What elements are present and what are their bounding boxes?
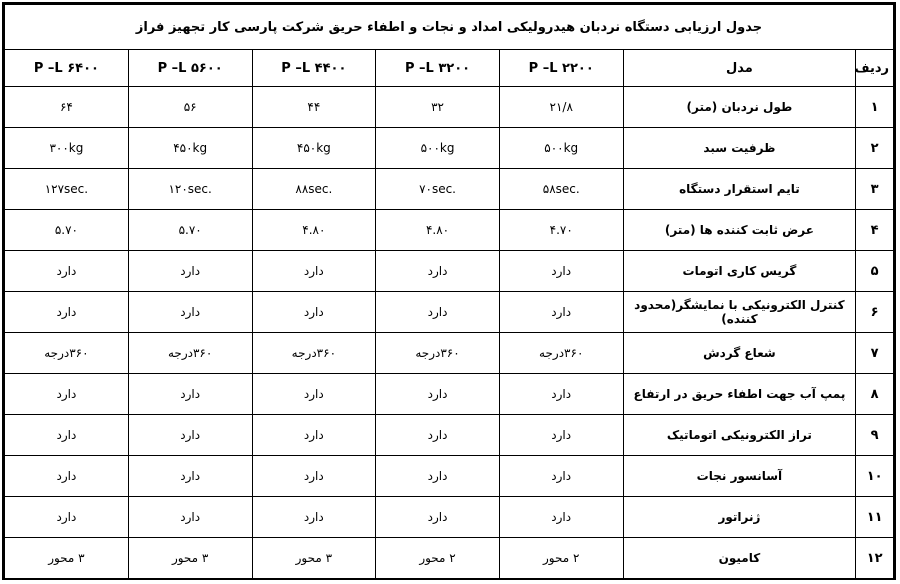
row-value: ۳ محور [128, 538, 252, 579]
row-value: ۵۶ [128, 87, 252, 128]
table-row [5, 210, 894, 251]
row-value: دارد [252, 374, 376, 415]
row-label: آسانسور نجات [623, 456, 856, 497]
row-value: ۲ محور [499, 538, 623, 579]
row-value: ۱۲۷sec. [5, 169, 129, 210]
row-value: دارد [128, 251, 252, 292]
row-value: دارد [376, 456, 500, 497]
table-row [5, 333, 894, 374]
row-number: ۳ [856, 169, 894, 210]
row-value: ۵.۷۰ [128, 210, 252, 251]
row-value: ۳۶۰درجه [376, 333, 500, 374]
row-number: ۸ [856, 374, 894, 415]
row-value: ۳۰۰kg [5, 128, 129, 169]
row-label: تراز الکترونیکی اتوماتیک [623, 415, 856, 456]
row-value: دارد [5, 415, 129, 456]
row-number: ۷ [856, 333, 894, 374]
row-value: ۸۸sec. [252, 169, 376, 210]
row-value: ۴۴ [252, 87, 376, 128]
table-row [5, 128, 894, 169]
row-value: ۵۰۰kg [499, 128, 623, 169]
row-value: دارد [252, 456, 376, 497]
header-model-2200: P –L ۲۲۰۰ [499, 50, 623, 87]
table-row [5, 87, 894, 128]
row-value: ۴.۸۰ [376, 210, 500, 251]
row-value: دارد [5, 497, 129, 538]
row-value: دارد [5, 456, 129, 497]
header-model-4400: P –L ۴۴۰۰ [252, 50, 376, 87]
header-model-6400: P –L ۶۴۰۰ [5, 50, 129, 87]
row-label: ظرفیت سبد [623, 128, 856, 169]
row-value: دارد [252, 251, 376, 292]
row-value: دارد [252, 497, 376, 538]
row-value: ۳۶۰درجه [499, 333, 623, 374]
row-number: ۴ [856, 210, 894, 251]
row-value: دارد [376, 497, 500, 538]
row-value: دارد [376, 374, 500, 415]
row-value: ۷۰sec. [376, 169, 500, 210]
table-row [5, 292, 894, 333]
table-row [5, 497, 894, 538]
row-value: دارد [128, 374, 252, 415]
row-label: شعاع گردش [623, 333, 856, 374]
row-label: گریس کاری اتومات [623, 251, 856, 292]
header-row-number: ردیف [856, 50, 894, 87]
row-value: ۳ محور [252, 538, 376, 579]
row-value: ۳۲ [376, 87, 500, 128]
table-row [5, 169, 894, 210]
row-value: ۲ محور [376, 538, 500, 579]
row-value: ۵۸sec. [499, 169, 623, 210]
row-value: ۴۵۰kg [128, 128, 252, 169]
row-value: ۴.۷۰ [499, 210, 623, 251]
row-value: ۳۶۰درجه [128, 333, 252, 374]
row-value: ۲۱/۸ [499, 87, 623, 128]
row-value: دارد [128, 292, 252, 333]
row-number: ۱۱ [856, 497, 894, 538]
row-value: دارد [499, 292, 623, 333]
evaluation-table [4, 4, 894, 579]
row-value: دارد [252, 415, 376, 456]
table-row [5, 374, 894, 415]
row-number: ۵ [856, 251, 894, 292]
row-value: دارد [499, 374, 623, 415]
row-value: ۳ محور [5, 538, 129, 579]
row-value: دارد [128, 497, 252, 538]
row-value: دارد [5, 374, 129, 415]
table-title: جدول ارزیابی دستگاه نردبان هیدرولیکی امداد و نجات و اطفاء حریق شرکت پارسی کار تجهیز فراز [5, 5, 894, 50]
row-label: طول نردبان (متر) [623, 87, 856, 128]
evaluation-table-frame [2, 2, 896, 580]
row-value: ۴.۸۰ [252, 210, 376, 251]
row-number: ۹ [856, 415, 894, 456]
row-label: کامیون [623, 538, 856, 579]
row-value: ۵۰۰kg [376, 128, 500, 169]
row-number: ۶ [856, 292, 894, 333]
row-value: ۵.۷۰ [5, 210, 129, 251]
table-row [5, 251, 894, 292]
row-value: دارد [376, 251, 500, 292]
row-label: ژنراتور [623, 497, 856, 538]
table-row [5, 538, 894, 579]
header-model-5600: P –L ۵۶۰۰ [128, 50, 252, 87]
row-label: عرض ثابت کننده ها (متر) [623, 210, 856, 251]
row-label: کنترل الکترونیکی با نمایشگر(محدود کننده) [623, 292, 856, 333]
row-label: پمپ آب جهت اطفاء حریق در ارتفاع [623, 374, 856, 415]
table-row [5, 415, 894, 456]
row-value: دارد [499, 415, 623, 456]
row-value: دارد [252, 292, 376, 333]
row-value: دارد [128, 456, 252, 497]
row-value: دارد [499, 251, 623, 292]
row-number: ۱ [856, 87, 894, 128]
header-model-3200: P –L ۳۲۰۰ [376, 50, 500, 87]
row-label: تایم استقرار دستگاه [623, 169, 856, 210]
row-value: ۳۶۰درجه [252, 333, 376, 374]
row-number: ۱۲ [856, 538, 894, 579]
row-value: ۱۲۰sec. [128, 169, 252, 210]
row-value: دارد [376, 415, 500, 456]
row-value: دارد [5, 292, 129, 333]
table-row [5, 456, 894, 497]
row-number: ۱۰ [856, 456, 894, 497]
row-value: دارد [5, 251, 129, 292]
row-value: دارد [376, 292, 500, 333]
row-value: ۳۶۰درجه [5, 333, 129, 374]
row-value: ۴۵۰kg [252, 128, 376, 169]
header-model: مدل [623, 50, 856, 87]
row-value: ۶۴ [5, 87, 129, 128]
row-value: دارد [499, 497, 623, 538]
row-value: دارد [128, 415, 252, 456]
header-row [5, 50, 894, 87]
row-number: ۲ [856, 128, 894, 169]
row-value: دارد [499, 456, 623, 497]
